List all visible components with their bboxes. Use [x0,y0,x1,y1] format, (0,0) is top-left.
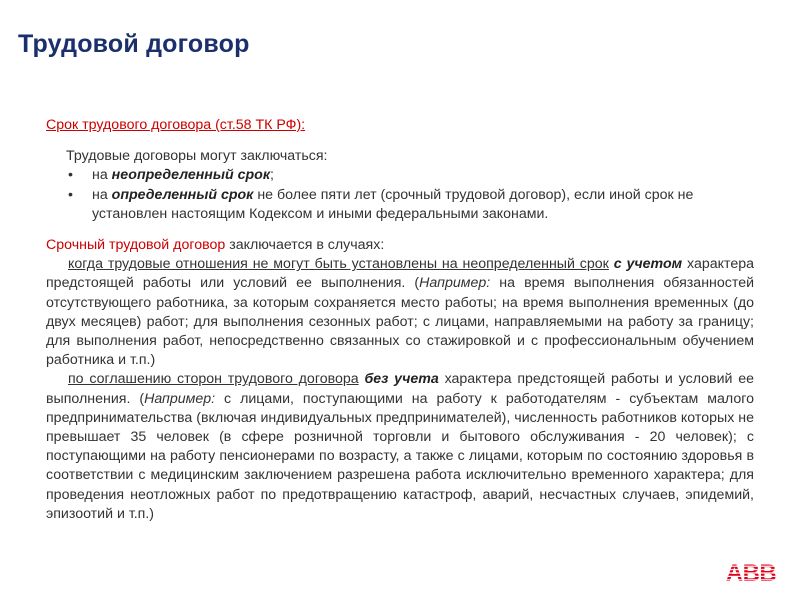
list-item [46,186,754,224]
example-label: Например: [419,275,491,292]
case-emphasis: без учета [358,371,439,388]
term-list [46,166,754,224]
case-paragraph [46,370,754,524]
bullet-suffix: ; [270,167,274,184]
case-example-text: с лицами, поступающими на работу к работодателям - субъектам малого предпринимательства (включая индивидуальных предпринимателей), численность работников которых не превышает 35 человек (в сфере розничной торговли и бытового обслуживания - 20 человек); с поступающими на работу пенсионерами по возрасту, а также с лицами, которым по состоянию здоровья в соответствии с медицинским заключением разрешена работа исключительно временного характера; для проведения неотложных работ по предотвращению катастроф, аварий, несчастных случаев, эпидемий, эпизоотий и т.п.) [46,390,754,522]
bullet-prefix: на [92,186,112,203]
intro-text: Трудовые договоры могут заключаться: [66,148,328,165]
case-condition: по соглашению сторон трудового договора [68,371,359,388]
abb-logo [722,560,780,584]
case-example-text: на время выполнения обязанностей отсутствующего работника, за которым сохраняется место работы; на время выполнения временных (до двух месяцев) работ; для выполнения сезонных работ; с лицами, направляемыми на работу за границу; для выполнения работ, непосредственно связанных со стажировкой и с профессиональным обучением работника и т.п.) [46,275,755,369]
bullet-icon: • [68,186,73,203]
bullet-emphasis: определенный срок [111,186,254,203]
urgent-contract-heading-rest: заключается в случаях: [225,237,385,254]
case-emphasis: с учетом [608,256,683,273]
case-text: характера предстоящей работы и условий ее выполнения. ( [46,371,755,407]
case-paragraph [46,255,754,370]
bullet-suffix: не более пяти лет (срочный трудовой договор), если иной срок не установлен настоящим Кодексом и иными федеральными законами. [92,186,694,222]
bullet-icon: • [68,167,73,184]
svg-text:ABB: ABB [725,560,777,584]
example-label: Например: [144,390,216,407]
bullet-emphasis: неопределенный срок [111,167,271,184]
bullet-prefix: на [92,167,112,184]
content-body [46,116,754,524]
urgent-contract-heading: Срочный трудовой договор [46,237,226,254]
urgent-contract-intro [46,236,754,255]
page-title: Трудовой договор [18,30,250,58]
case-text: характера предстоящей работы или условий ее выполнения. ( [46,256,754,292]
list-item [46,166,754,185]
section-heading: Срок трудового договора (ст.58 ТК РФ): [46,117,306,133]
case-condition: когда трудовые отношения не могут быть установлены на неопределенный срок [68,256,609,273]
